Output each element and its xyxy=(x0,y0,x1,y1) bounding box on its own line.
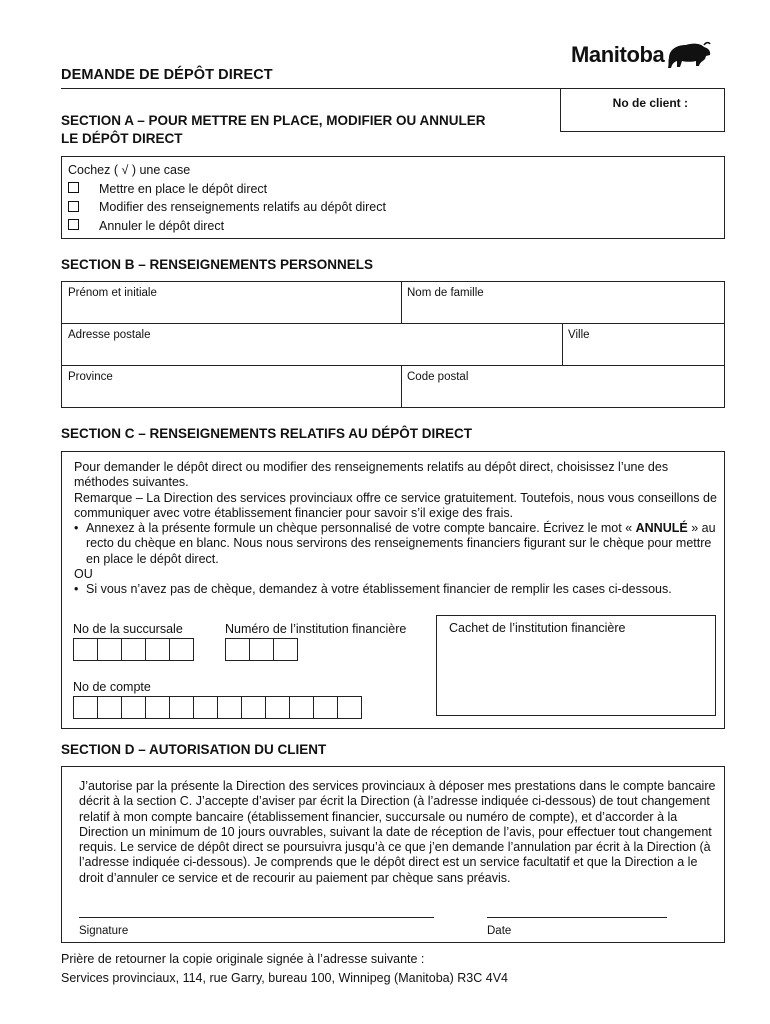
form-title: DEMANDE DE DÉPÔT DIRECT xyxy=(61,67,273,83)
digit-box[interactable] xyxy=(145,696,170,719)
section-c-heading: SECTION C – RENSEIGNEMENTS RELATIFS AU DÉPÔT DIRECT xyxy=(61,426,473,441)
digit-box[interactable] xyxy=(225,638,250,661)
bullet1-bold: ANNULÉ xyxy=(635,521,688,536)
digit-box[interactable] xyxy=(217,696,242,719)
account-number-label: No de compte xyxy=(73,680,151,694)
return-instruction: Prière de retourner la copie originale signée à l’adresse suivante : xyxy=(61,952,425,966)
section-d-box xyxy=(61,766,725,943)
signature-label: Signature xyxy=(79,925,129,937)
digit-box[interactable] xyxy=(169,638,194,661)
bullet1-before: Annexez à la présente formule un chèque personnalisé de votre compte bancaire. Écrivez le mot « xyxy=(86,521,636,536)
first-name-label: Prénom et initiale xyxy=(68,287,157,299)
checkbox-setup[interactable] xyxy=(68,182,79,193)
section-c-para2: Remarque – La Direction des services provinciaux offre ce service gratuitement. Toutefois, nous vous conseillons de communiquer avec votre établissement financier pour savoir s’il exige des frais. xyxy=(74,490,717,520)
stamp-box xyxy=(436,615,716,716)
digit-box[interactable] xyxy=(97,638,122,661)
section-c-or: OU xyxy=(74,567,93,582)
digit-box[interactable] xyxy=(97,696,122,719)
province-field[interactable] xyxy=(61,365,402,408)
option-modify-label: Modifier des renseignements relatifs au dépôt direct xyxy=(99,200,386,215)
logo-text: Manitoba xyxy=(571,42,665,67)
option-setup-label: Mettre en place le dépôt direct xyxy=(99,181,268,196)
last-name-field[interactable] xyxy=(401,281,725,324)
section-c-bullet2: • Si vous n’avez pas de chèque, demandez à votre établissement financier de remplir les cases ci-dessous. xyxy=(74,582,672,597)
manitoba-logo xyxy=(571,40,714,70)
digit-box[interactable] xyxy=(337,696,362,719)
signature-line[interactable] xyxy=(79,917,434,918)
option-cancel[interactable] xyxy=(68,217,386,236)
province-label: Province xyxy=(68,371,113,383)
option-modify[interactable] xyxy=(68,198,386,217)
account-number-boxes[interactable] xyxy=(73,696,362,719)
digit-box[interactable] xyxy=(265,696,290,719)
date-line[interactable] xyxy=(487,917,667,918)
client-number-box[interactable] xyxy=(560,88,725,132)
date-label: Date xyxy=(487,925,512,937)
branch-number-boxes[interactable] xyxy=(73,638,194,661)
institution-number-label: Numéro de l’institution financière xyxy=(225,622,407,636)
last-name-label: Nom de famille xyxy=(407,287,484,299)
client-number-label: No de client : xyxy=(612,96,688,110)
option-cancel-label: Annuler le dépôt direct xyxy=(99,218,225,233)
section-c-box xyxy=(61,451,725,729)
section-b-heading: SECTION B – RENSEIGNEMENTS PERSONNELS xyxy=(61,257,374,272)
city-field[interactable] xyxy=(562,323,725,366)
bullet1-after: » au recto du chèque en blanc. Nous nous servirons des renseignements financiers figurant sur le chèque pour mettre en place le dépôt direct. xyxy=(86,521,716,566)
section-a-heading xyxy=(61,112,486,148)
branch-number-label: No de la succursale xyxy=(73,622,183,636)
checkbox-modify[interactable] xyxy=(68,201,79,212)
first-name-field[interactable] xyxy=(61,281,402,324)
section-c-para1: Pour demander le dépôt direct ou modifier des renseignements relatifs au dépôt direct, choisissez l’une des méthodes suivantes. xyxy=(74,460,669,490)
postal-code-field[interactable] xyxy=(401,365,725,408)
digit-box[interactable] xyxy=(145,638,170,661)
digit-box[interactable] xyxy=(313,696,338,719)
digit-box[interactable] xyxy=(169,696,194,719)
section-a-box xyxy=(61,156,725,239)
address-label: Adresse postale xyxy=(68,329,151,341)
section-c-bullet1: • Annexez à la présente formule un chèque personnalisé de votre compte bancaire. Écrivez le mot « ANNULÉ » au recto du chèque en blanc. Nous nous servirons des renseignements financiers figurant sur le chèque pour mettre en place le dépôt direct. xyxy=(74,521,716,566)
digit-box[interactable] xyxy=(193,696,218,719)
digit-box[interactable] xyxy=(121,696,146,719)
address-field[interactable] xyxy=(61,323,563,366)
digit-box[interactable] xyxy=(273,638,298,661)
bison-icon xyxy=(666,40,714,70)
checkbox-cancel[interactable] xyxy=(68,219,79,230)
stamp-label: Cachet de l’institution financière xyxy=(449,621,626,635)
return-address-line: Services provinciaux, 114, rue Garry, bureau 100, Winnipeg (Manitoba) R3C 4V4 xyxy=(61,970,508,985)
postal-code-label: Code postal xyxy=(407,371,469,383)
bullet2-text: Si vous n’avez pas de chèque, demandez à votre établissement financier de remplir les cases ci-dessous. xyxy=(86,582,672,597)
institution-number-boxes[interactable] xyxy=(225,638,298,661)
digit-box[interactable] xyxy=(249,638,274,661)
return-address xyxy=(61,950,508,987)
option-setup[interactable] xyxy=(68,180,386,199)
digit-box[interactable] xyxy=(241,696,266,719)
authorization-text: J’autorise par la présente la Direction des services provinciaux à déposer mes prestations dans le compte bancaire décrit à la section C. J’accepte d’aviser par écrit la Direction (à l’adresse indiquée ci-dessous) de tout changement relatif à mon compte bancaire (établissement financier, succursale ou numéro de compte), et d’accorder à la Direction un minimum de 10 jours ouvrables, suivant la date de réception de l’avis, pour effectuer tout changement requis. Le service de dépôt direct se poursuivra jusqu’à ce que j’en demande l’annulation par écrit à la Direction (à l’adresse indiquée ci-dessous). Je comprends que le dépôt direct est un service facultatif et que la Direction a le droit d’annuler ce service et de recourir au paiement par chèque sans préavis. xyxy=(79,779,716,885)
section-c-instructions xyxy=(74,460,720,598)
city-label: Ville xyxy=(568,329,590,341)
digit-box[interactable] xyxy=(73,696,98,719)
section-a-instruction: Cochez ( √ ) une case xyxy=(68,163,191,178)
digit-box[interactable] xyxy=(289,696,314,719)
digit-box[interactable] xyxy=(121,638,146,661)
digit-box[interactable] xyxy=(73,638,98,661)
section-d-heading: SECTION D – AUTORISATION DU CLIENT xyxy=(61,742,327,757)
section-a-heading-line1: SECTION A – POUR METTRE EN PLACE, MODIFIER OU ANNULER xyxy=(61,113,486,128)
section-a-heading-line2: LE DÉPÔT DIRECT xyxy=(61,131,183,146)
